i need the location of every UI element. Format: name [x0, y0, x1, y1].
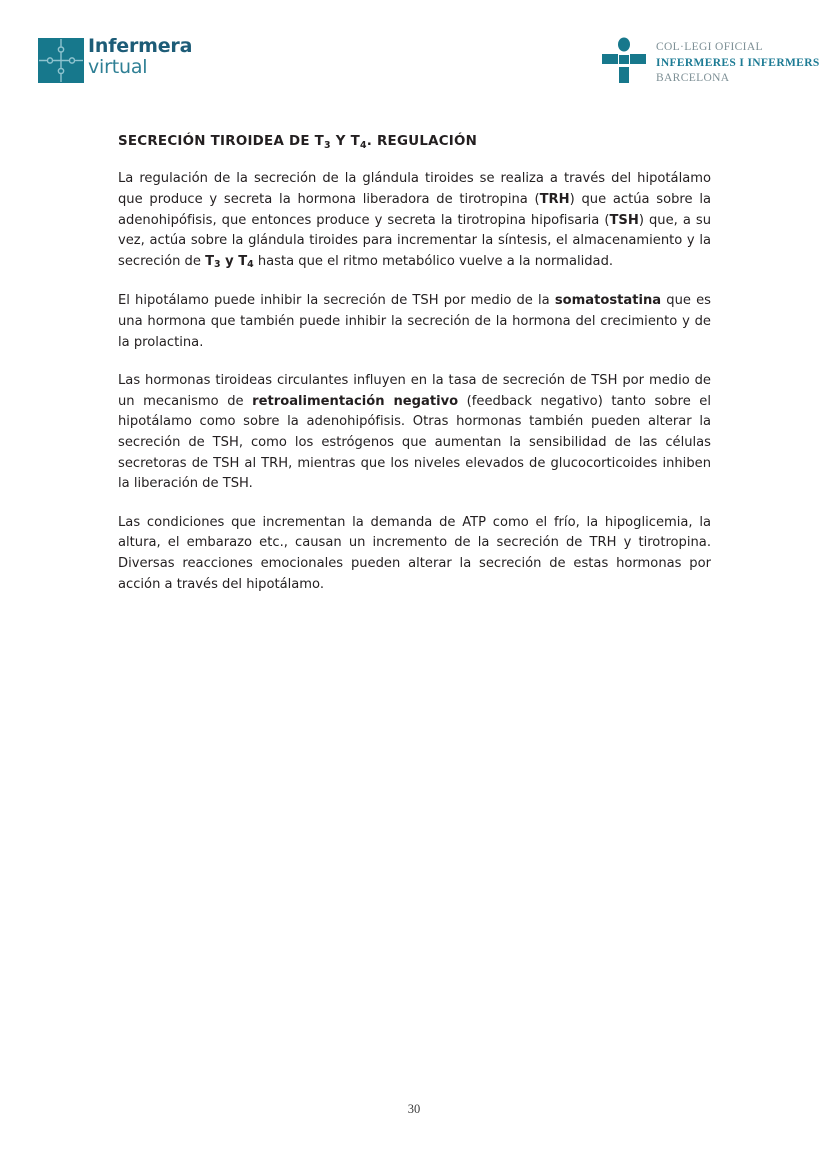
para-2-emphasis: somatostatina [554, 293, 662, 309]
logo-right-line3: BARCELONA [656, 72, 730, 85]
para-3: Las hormonas tiroideas circulantes influyen en la tasa de secreción de TSH por medio de un mecanismo de retroalimentación negativo (feedback negativo) tanto sobre el hipotálamo como sobre la adenohipófisis. Otras hormonas también pueden alterar la secreción de TSH, como los estrógenos que aumentan la sensibilidad de las células secretoras de TSH al TRH, mientras que los niveles elevados de glucocorticoides inhiben la liberación de TSH. [118, 373, 711, 492]
puzzle-square-icon [38, 38, 84, 83]
page-title: SECRECIÓN TIROIDEA DE $T_3$ Y $T_4$. REGULACIÓN [118, 134, 478, 151]
collegi-oficial-logo [598, 36, 820, 87]
paragraph-list [118, 169, 711, 595]
para-1-emphasis: y T [220, 253, 248, 269]
infermera-virtual-logo [38, 35, 193, 83]
para-1-subscript: 4 [247, 259, 254, 271]
collegi-oficial-wordmark [656, 40, 820, 87]
logo-right-line2: INFERMERES I INFERMERS [656, 56, 820, 69]
title-subscript: 4 [359, 139, 367, 151]
para-1-subscript: 3 [214, 259, 221, 271]
para-3-emphasis: retroalimentación negativo [252, 393, 459, 409]
logo-left-line2: virtual [88, 55, 148, 78]
page-footer [0, 1098, 828, 1117]
page-number: 30 [407, 1102, 421, 1116]
para-2: El hipotálamo puede inhibir la secreción de TSH por medio de la somatostatina que es una hormona que también puede inhibir la secreción de la hormona del crecimiento y de la prolactina. [118, 293, 711, 350]
title-subscript: 3 [324, 139, 331, 151]
infermera-virtual-wordmark [88, 36, 192, 77]
para-4: Las condiciones que incrementan la demanda de ATP como el frío, la hipoglicemia, la altura, el embarazo etc., causan un incremento de la secreción de TRH y tirotropina. Diversas reacciones emocionales pueden alterar la secreción de estas hormonas por acción a través del hipotálamo. [118, 514, 711, 592]
article-body [118, 133, 711, 595]
page-header [0, 0, 828, 110]
logo-right-line1: COL·LEGI OFICIAL [656, 41, 763, 53]
para-1-emphasis: TRH [539, 192, 570, 208]
para-1: La regulación de la secreción de la glándula tiroides se realiza a través del hipotálamo que produce y secreta la hormona liberadora de tirotropina (TRH) que actúa sobre la adenohipófisis, que entonces produce y secreta la tirotropina hipofisaria (TSH) que, a su vez, actúa sobre la glándula tiroides para incrementar la síntesis, el almacenamiento y la secreción de $T_3$ y $T_4$ hasta que el ritmo metabólico vuelve a la normalidad. [118, 171, 711, 271]
para-1-emphasis: TSH [609, 212, 639, 228]
logo-left-line1: Infermera [88, 35, 193, 57]
para-1-emphasis: T [205, 253, 215, 269]
medical-cross-icon [598, 36, 650, 86]
para-1-emphasis [247, 254, 254, 269]
